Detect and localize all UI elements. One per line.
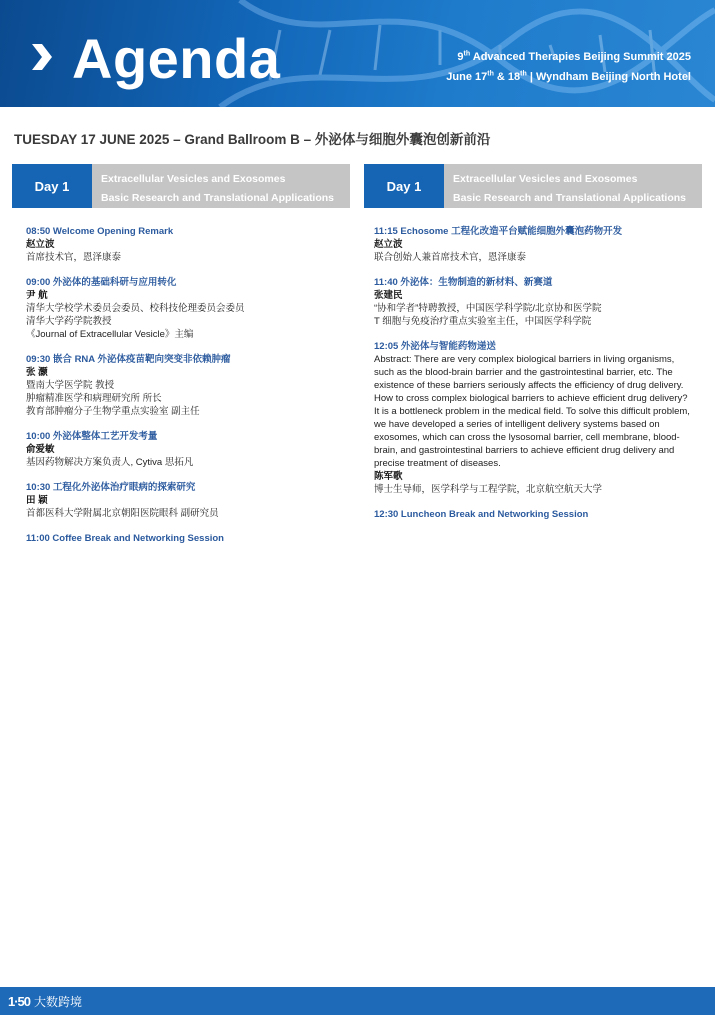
session-title: 11:15 Echosome 工程化改造平台赋能细胞外囊泡药物开发 <box>374 226 623 237</box>
speaker-affiliation: T 细胞与免疫治疗重点实验室主任，中国医学科学院 <box>374 316 592 327</box>
footer-bar <box>0 987 715 1015</box>
page-title: Agenda <box>72 27 281 90</box>
session-block <box>26 353 346 418</box>
speaker-name: 张建民 <box>374 290 403 301</box>
session-title: 09:30 嵌合 RNA 外泌体疫苗靶向突变非依赖肿瘤 <box>26 354 231 365</box>
day-bar-left <box>12 164 350 208</box>
speaker-affiliation: 肿瘤精准医学和病理研究所 所长 <box>26 393 162 404</box>
theme-line-1: Extracellular Vesicles and Exosomes <box>101 173 286 185</box>
speaker-name: 陈军歌 <box>374 471 403 482</box>
speaker-affiliation: 首都医科大学附属北京朝阳医院眼科 副研究员 <box>26 508 219 519</box>
summit-name: 9th Advanced Therapies Beijing Summit 2025 <box>457 50 691 63</box>
session-block <box>374 276 694 328</box>
session-block <box>374 508 694 521</box>
speaker-affiliation: 《Journal of Extracellular Vesicle》主编 <box>26 329 194 340</box>
speaker-affiliation: 联合创始人兼首席技术官，恩泽康泰 <box>374 252 527 263</box>
theme-line-2: Basic Research and Translational Applications <box>453 192 687 204</box>
summit-info <box>446 47 691 87</box>
speaker-affiliation: 博士生导师，医学科学与工程学院，北京航空航天大学 <box>374 484 603 495</box>
session-title: 08:50 Welcome Opening Remark <box>26 226 174 237</box>
session-title: 10:30 工程化外泌体治疗眼病的探索研究 <box>26 482 196 493</box>
speaker-name: 尹 航 <box>26 290 48 301</box>
session-block <box>26 481 346 520</box>
speaker-affiliation: 教育部肿瘤分子生物学重点实验室 副主任 <box>26 406 200 417</box>
theme-line-1: Extracellular Vesicles and Exosomes <box>453 173 638 185</box>
day-label: Day 1 <box>364 164 444 208</box>
summit-dates-venue: June 17th & 18th | Wyndham Beijing North Hotel <box>446 70 691 83</box>
day-bar-right <box>364 164 702 208</box>
speaker-name: 田 颖 <box>26 495 48 506</box>
day-label: Day 1 <box>12 164 92 208</box>
session-title: 09:00 外泌体的基础科研与应用转化 <box>26 277 177 288</box>
session-title: 12:30 Luncheon Break and Networking Session <box>374 509 589 520</box>
speaker-affiliation: 首席技术官，恩泽康泰 <box>26 252 122 263</box>
session-block <box>26 225 346 264</box>
sessions-left-column <box>26 225 346 557</box>
speaker-affiliation: 暨南大学医学院 教授 <box>26 380 115 391</box>
session-title: 10:00 外泌体整体工艺开发考量 <box>26 431 158 442</box>
footer-logo <box>8 991 82 1011</box>
theme-line-2: Basic Research and Translational Applications <box>101 192 335 204</box>
session-title: 12:05 外泌体与智能药物递送 <box>374 341 496 352</box>
logo-mark: 1·50 <box>8 993 31 1009</box>
speaker-name: 张 灏 <box>26 367 48 378</box>
session-block <box>26 276 346 341</box>
day-theme <box>101 170 334 208</box>
speaker-affiliation: 清华大学校学术委员会委员、校科技伦理委员会委员 <box>26 303 245 314</box>
speaker-affiliation: “协和学者”特聘教授，中国医学科学院/北京协和医学院 <box>374 303 602 314</box>
session-block <box>374 340 694 496</box>
sessions-right-column <box>374 225 694 533</box>
session-title: 11:40 外泌体：生物制造的新材料、新赛道 <box>374 277 553 288</box>
day-heading: TUESDAY 17 JUNE 2025 – Grand Ballroom B – 外泌体与细胞外囊泡创新前沿 <box>14 132 491 147</box>
speaker-affiliation: 清华大学药学院教授 <box>26 316 112 327</box>
logo-text: 大数跨境 <box>34 994 83 1009</box>
speaker-name: 赵立波 <box>26 239 55 250</box>
speaker-affiliation: 基因药物解决方案负责人, Cytiva 思拓凡 <box>26 457 194 468</box>
speaker-name: 赵立波 <box>374 239 403 250</box>
session-block <box>26 430 346 469</box>
header-banner <box>0 0 715 107</box>
session-title: 11:00 Coffee Break and Networking Session <box>26 533 224 544</box>
day-theme <box>453 170 686 208</box>
session-block <box>26 532 346 545</box>
speaker-name: 俞爱敏 <box>26 444 55 455</box>
session-block <box>374 225 694 264</box>
session-abstract: Abstract: There are very complex biological barriers in living organisms, such as the blood-brain barrier and the gastrointestinal barrier, etc. The existence of these barriers seriously affects the efficiency of drug delivery. How to cross complex biological barriers to achieve efficient drug delivery? It is a bottleneck problem in the medical field. To solve this difficult problem, we have developed a series of intelligent delivery systems based on exosomes, which can cross the lysosomal barrier, cell membrane, blood-brain, and gastrointestinal barriers to achieve efficient drug delivery and precise treatment of diseases. <box>374 354 690 469</box>
chevron-right-icon <box>30 42 52 72</box>
